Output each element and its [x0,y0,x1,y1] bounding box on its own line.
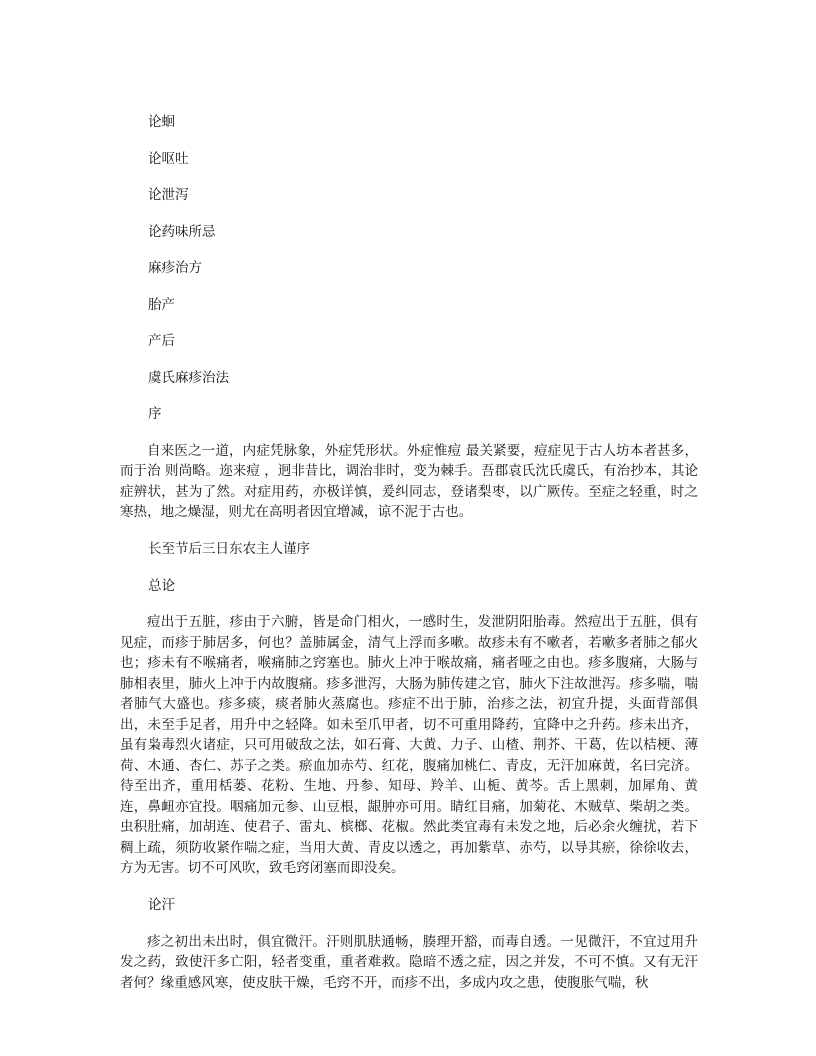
general-discussion-paragraph: 痘出于五脏，疹由于六腑，皆是命门相火，一感时生，发泄阴阳胎毒。然痘出于五脏，俱有见症，而疹于肺居多，何也？盖肺属金，清气上浮而多嗽。故疹未有不嗽者，若嗽多者肺之郁火也；疹未有不喉痛者，喉痛肺之窍塞也。肺火上冲于喉故痛，痛者哑之由也。疹多腹痛，大肠与肺相表里，肺火上冲于内故腹痛。疹多泄泻，大肠为肺传建之官，肺火下注故泄泻。疹多喘，喘者肺气大盛也。疹多痰，痰者肺火蒸腐也。疹症不出于肺，治疹之法，初宜升提，头面背部俱出，未至手足者，用升中之轻降。如未至爪甲者，切不可重用降药，宜降中之升药。疹未出齐，虽有枭毒烈火诸症，只可用破敌之法，如石膏、大黄、力子、山楂、荆芥、干葛，佐以桔梗、薄荷、木通、杏仁、苏子之类。瘀血加赤芍、红花，腹痛加桃仁、青皮，无汗加麻黄，名曰完济。待至出齐，重用栝蒌、花粉、生地、丹参、知母、羚羊、山栀、黄芩。舌上黑刺，加犀角、黄连，鼻衄亦宜投。咽痛加元参、山豆根，龈肿亦可用。睛红目痛，加菊花、木贼草、柴胡之类。虫积肚痛，加胡连、使君子、雷丸、槟榔、花椒。然此类宜毒有未发之地，后必余火缠扰，若下稠上疏，须防收紧作喘之症，当用大黄、青皮以透之，再加紫草、赤芍，以导其瘀，徐徐收去，方为无害。切不可风吹，致毛窍闭塞而即没矣。 [120,614,698,876]
toc-item-roundworm: 论蛔 [148,114,175,130]
document-page [120,112,698,993]
sweat-discussion-paragraph: 疹之初出未出时，俱宜微汗。汗则肌肤通畅，腠理开豁，而毒自透。一见微汗，不宜过用升发之药，致使汗多亡阳，轻者变重，重者难救。隐暗不透之症，因之并发，不可不慎。又有无汗者何？缘重感风寒，使皮肤干燥，毛窍不开，而疹不出，多成内攻之患，使腹胀气喘，秋 [120,933,698,991]
toc-item-drug-taboos: 论药味所忌 [148,223,216,240]
preface-signature: 长至节后三日东农主人谨序 [148,541,310,557]
toc-item-yu-measles-treatment: 虞氏麻疹治法 [148,369,229,386]
section-title-general: 总论 [148,577,175,594]
section-title-sweat: 论汗 [148,897,175,913]
toc-item-preface: 序 [148,406,162,422]
toc-item-measles-prescriptions: 麻疹治方 [148,260,202,276]
toc-item-postpartum: 产后 [148,333,175,349]
preface-paragraph: 自来医之一道，内症凭脉象，外症凭形状。外症惟痘 最关紧要，痘症见于古人坊本者甚多，而于治 则尚略。迩来痘 ，迥非昔比，调治非时，变为棘手。吾郡袁氏沈氏虞氏，有治抄本，其论症辨状，甚为了然。对症用药，亦极详慎，爰纠同志，登诸梨枣，以广厥传。至症之轻重，时之寒热，地之燥湿，则尤在高明者因宜增减，谅不泥于古也。 [120,442,698,520]
toc-item-pregnancy: 胎产 [148,296,175,313]
toc-item-vomiting: 论呕吐 [148,150,189,167]
toc-item-diarrhea: 论泄泻 [148,187,189,203]
